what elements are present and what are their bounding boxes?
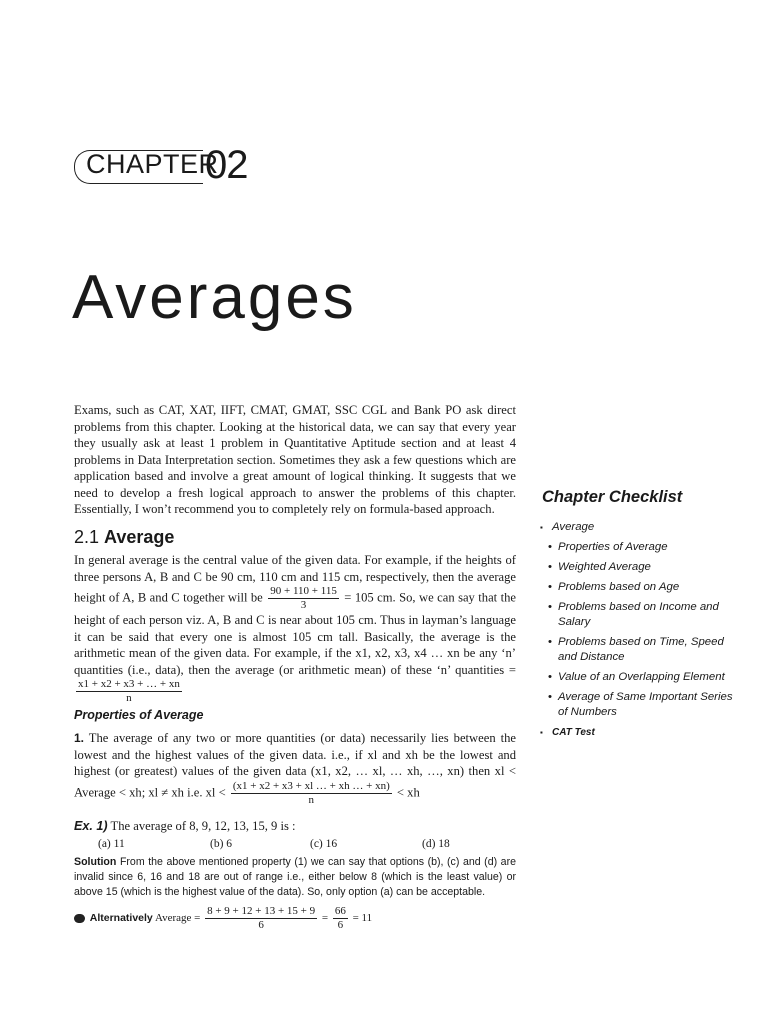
checklist-title: Chapter Checklist	[542, 488, 683, 506]
fraction-denominator: 6	[258, 919, 264, 931]
page-title: Averages	[72, 263, 357, 332]
solution-text: From the above mentioned property (1) we can say that options (b), (c) and (d) are invalid since 6, 16 and 18 are out of range i.e., either below 8 (which is the least value) or above 15 (which is the highest value of the data). So, only option (a) can be acceptable.	[74, 856, 516, 898]
property-tail: < xh	[396, 784, 420, 799]
checklist-item: • Average of Same Important Series of Numbers	[540, 690, 740, 720]
checklist-item: • Problems based on Income and Salary	[540, 600, 740, 630]
example-question: The average of 8, 9, 12, 13, 15, 9 is :	[110, 819, 296, 833]
mean-fraction	[76, 678, 182, 705]
alt-label: Alternatively	[89, 912, 153, 925]
example-label: Ex. 1)	[74, 819, 108, 833]
option-a: (a) 11	[98, 838, 125, 850]
height-fraction	[268, 585, 339, 612]
property-text: The average of any two or more quantities (or data) necessarily lies between the lowest and the highest values of the given data. i.e., if xl and xh be the lowest and highest (or greatest) values of the given data (x1, x2, … xl, … xh, …, xn) then xl < Average < xh; xl ≠ xh i.e. xl <	[74, 731, 517, 799]
checklist-item: • Weighted Average	[540, 560, 740, 575]
solution-label: Solution	[74, 856, 117, 868]
fraction-numerator: 8 + 9 + 12 + 13 + 15 + 9	[207, 905, 316, 917]
option-c: (c) 16	[310, 838, 338, 850]
chapter-label: CHAPTER	[86, 149, 219, 179]
property-number: 1.	[74, 731, 85, 745]
fraction-numerator: 90 + 110 + 115	[270, 585, 337, 597]
fraction-denominator: n	[126, 692, 132, 704]
section-number: 2.1	[74, 527, 100, 547]
checklist	[540, 520, 740, 745]
checklist-item: ▪ CAT Test	[540, 725, 740, 740]
option-b: (b) 6	[210, 838, 233, 850]
alt-icon	[74, 914, 85, 923]
fraction-numerator: 66	[334, 905, 346, 917]
p1-text-1: In general average is the central value of the given data. For example, if the heights of three persons A, B and C be 90 cm, 110 cm and 115 cm, respectively, then the average height of A, B and C together will be	[74, 553, 516, 605]
fraction-numerator: x1 + x2 + x3 + … + xn	[78, 678, 180, 690]
example-heading	[74, 819, 296, 834]
average-definition-paragraph	[74, 552, 516, 705]
property-fraction	[231, 780, 392, 807]
alt-result: = 11	[352, 912, 373, 925]
p1-text-2: = 105 cm. So, we can say that the height of each person viz. A, B and C is near about 105 cm. Thus in layman’s language it can be said that every one is almost 105 cm tall. Basically, the average is the arithmetic mean of the given data. For example, if the x1, x2, x3, x4 … xn be any ‘n’ quantities (i.e., data), then the average (or arithmetic mean) of these ‘n’ quantities =	[74, 590, 517, 677]
intro-paragraph: Exams, such as CAT, XAT, IIFT, CMAT, GMAT, SSC CGL and Bank PO ask direct problems from this chapter. Looking at the historical data, we can say that every year they usually ask at least 1 problem in Quantitative Aptitude section and at least 4 problems in Data Interpretation section. Sometimes they ask a few questions which are application based and involve a great amount of logical thinking. It suggests that we need to develop a fresh logical approach to answer the problems of this chapter. Essentially, I won’t recommend you to completely rely on formula-based approach.	[74, 403, 516, 516]
properties-heading: Properties of Average	[74, 708, 204, 722]
fraction-numerator: (x1 + x2 + x3 + xl … + xh … + xn)	[232, 779, 390, 792]
section-heading	[74, 527, 174, 548]
checklist-item: • Problems based on Time, Speed and Distance	[540, 635, 740, 665]
chapter-number: 02	[205, 143, 248, 187]
option-d: (d) 18	[422, 838, 450, 850]
checklist-item: • Properties of Average	[540, 540, 740, 555]
solution-paragraph	[74, 855, 516, 900]
checklist-item: • Value of an Overlapping Element	[540, 670, 740, 685]
checklist-item: ▪ Average	[540, 520, 740, 535]
section-title: Average	[104, 527, 175, 547]
fraction-denominator: 6	[337, 919, 344, 931]
alt-prefix: Average =	[154, 912, 201, 925]
alt-fraction-1	[205, 905, 317, 932]
fraction-denominator: 3	[300, 599, 307, 611]
alt-fraction-2	[333, 905, 348, 932]
fraction-denominator: n	[308, 793, 315, 806]
checklist-item: • Problems based on Age	[540, 580, 740, 595]
alt-equals: =	[321, 912, 329, 925]
property-item-1	[74, 730, 516, 807]
alternative-solution	[74, 905, 516, 932]
